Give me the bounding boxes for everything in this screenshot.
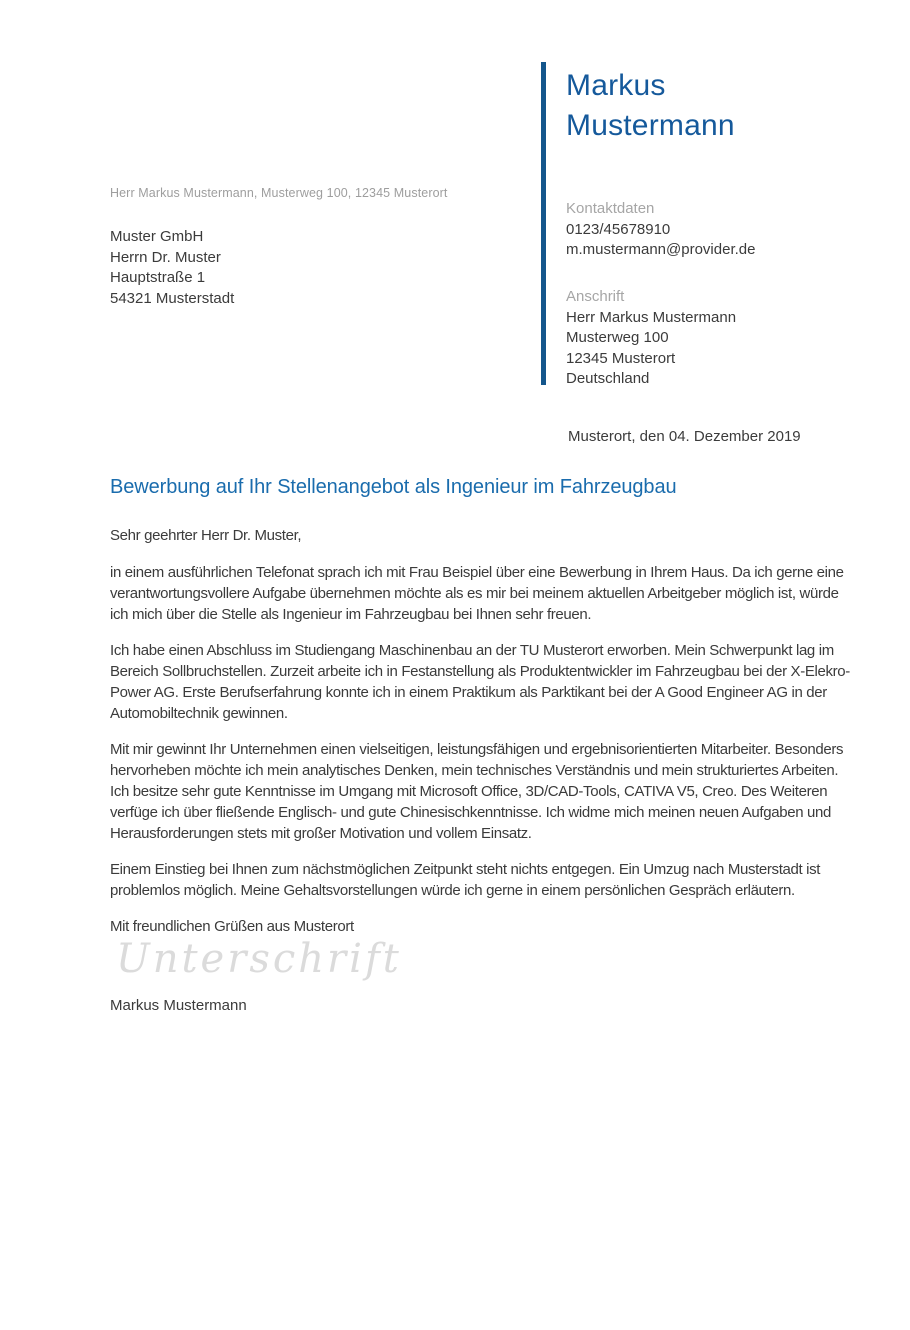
closing-line: Mit freundlichen Grüßen aus Musterort [110,918,354,935]
address-country: Deutschland [566,370,650,387]
contact-label: Kontaktdaten [566,200,655,217]
body-paragraph-2: Ich habe einen Abschluss im Studiengang Maschinenbau an der TU Musterort erworben. Mein Schwerpunkt lag im Bereich Sollbruchstellen. Zurzeit arbeite ich in Festanstellung als Produktentwickler im Fahrzeugbau bei der X-Elekro-Power AG. Erste Berufserfahrung konnte ich in einem Praktikum als Parktikant bei der A Good Engineer AG in der Automobiltechnik gewinnen. [110,642,850,722]
date-line: Musterort, den 04. Dezember 2019 [568,428,801,445]
applicant-name [566,66,735,146]
recipient-person: Herrn Dr. Muster [110,248,221,266]
subject-line: Bewerbung auf Ihr Stellenangebot als Ingenieur im Fahrzeugbau [110,476,677,498]
address-block [566,287,736,390]
body-paragraph-4: Einem Einstieg bei Ihnen zum nächstmöglichen Zeitpunkt steht nichts entgegen. Ein Umzug nach Musterstadt ist problemlos möglich. Meine Gehaltsvorstellungen würde ich gerne in einem persönlichen Gespräch erläutern. [110,861,821,899]
address-street: Musterweg 100 [566,329,669,346]
applicant-name-line1: Markus [566,69,666,102]
salutation: Sehr geehrter Herr Dr. Muster, [110,527,302,544]
accent-bar [541,62,546,385]
body-paragraph-3: Mit mir gewinnt Ihr Unternehmen einen vielseitigen, leistungsfähigen und ergebnisorientierten Mitarbeiter. Besonders hervorheben möchte ich mein analytisches Denken, mein technisches Verständnis und mein strukturiertes Arbeiten. Ich besitze sehr gute Kenntnisse im Umgang mit Microsoft Office, 3D/CAD-Tools, CATIVA V5, Creo. Des Weiteren verfüge ich über fließende Englisch- und gute Chinesischkenntnisse. Ich widme mich meinen neuen Aufgaben und Herausforderungen stets mit großer Motivation und vollem Einsatz. [110,741,844,842]
sender-address-line: Herr Markus Mustermann, Musterweg 100, 12345 Musterort [110,186,448,200]
contact-email: m.mustermann@provider.de [566,241,756,258]
recipient-company: Muster GmbH [110,228,204,245]
applicant-name-line2: Mustermann [566,109,735,142]
letter-body [110,525,850,952]
address-name: Herr Markus Mustermann [566,308,737,326]
recipient-city: 54321 Musterstadt [110,289,235,307]
contact-phone: 0123/45678910 [566,220,671,238]
body-paragraph-1: in einem ausführlichen Telefonat sprach ich mit Frau Beispiel über eine Bewerbung in Ihrem Haus. Da ich gerne eine verantwortungsvollere Aufgabe übernehmen möchte als es mir bei meinem aktuellen Arbeitgeber möglich ist, würde ich mich über die Stelle als Ingenieur im Fahrzeugbau bei Ihnen sehr freuen. [110,564,844,623]
recipient-street: Hauptstraße 1 [110,269,206,286]
recipient-address-block [110,227,234,309]
signature-printed-name: Markus Mustermann [110,997,247,1014]
address-label: Anschrift [566,288,625,305]
address-city: 12345 Musterort [566,349,676,367]
signature-handwriting: Unterschrift [116,936,402,982]
contact-block [566,199,755,261]
